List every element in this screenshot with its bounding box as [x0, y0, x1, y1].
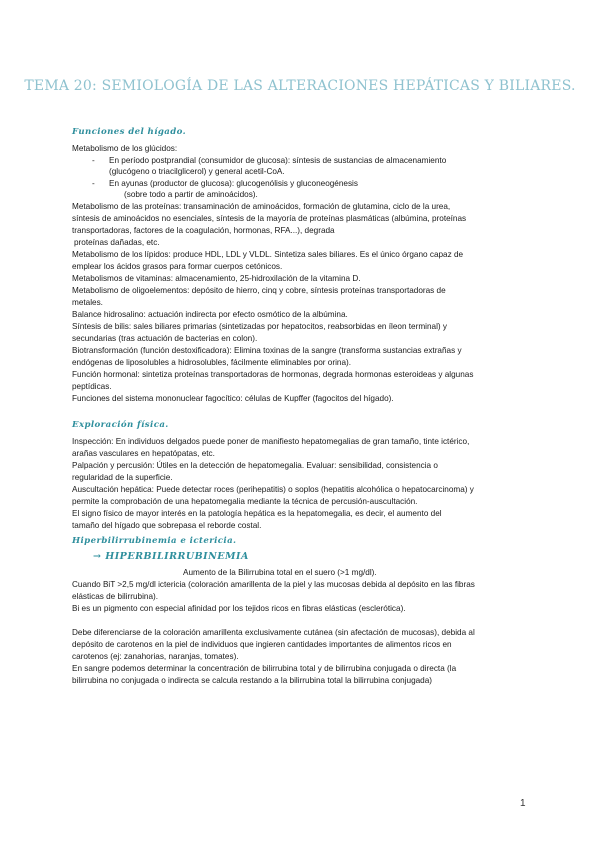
text-line: carotenos (ej: zanahorias, naranjas, tomates). [72, 652, 239, 661]
text-line: Aumento de la Bilirrubina total en el suero (>1 mg/dl). [183, 568, 377, 577]
text-line: permite la comprobación de una hepatomegalia mediante la técnica de percusión-auscultación. [72, 497, 418, 506]
text-line: elásticas de bilirrubina). [72, 592, 159, 601]
text-line: Metabolismo de las proteínas: transaminación de aminoácidos, formación de glutamina, ciclo de la urea, [72, 202, 451, 211]
text-line: Metabolismo de los lípidos: produce HDL, LDL y VLDL. Sintetiza sales biliares. Es el único órgano capaz de [72, 250, 464, 259]
text-line: depósito de carotenos en la piel de individuos que ingieren cantidades importantes de alimentos ricos en [72, 640, 452, 649]
text-line: (sobre todo a partir de aminoácidos). [124, 190, 258, 199]
section-heading-funciones: Funciones del hígado. [72, 127, 187, 137]
text-line: Metabolismo de oligoelementos: depósito de hierro, cinq y cobre, síntesis proteínas transportadoras de [72, 286, 446, 295]
text-line: Metabolismo de los glúcidos: [72, 144, 178, 153]
text-line: proteínas dañadas, etc. [74, 238, 160, 247]
text-line: En ayunas (productor de glucosa): glucogenólisis y gluconeogénesis [109, 179, 358, 188]
text-line: En sangre podemos determinar la concentración de bilirrubina total y de bilirrubina conjugada o directa (la [72, 664, 457, 673]
text-line: Debe diferenciarse de la coloración amarillenta exclusivamente cutánea (sin afectación de mucosas), debida al [72, 628, 475, 637]
text-line: peptídicas. [72, 382, 112, 391]
text-line: tamaño del hígado que sobrepasa el reborde costal. [72, 521, 262, 530]
text-line: endógenas de liposolubles a hidrosolubles, fácilmente eliminables por orina). [72, 358, 351, 367]
text-line: Inspección: En individuos delgados puede poner de manifiesto hepatomegalias de gran tamaño, tinte ictérico, [72, 437, 470, 446]
text-line: (glucógeno o triacilglicerol) y general acetil-CoA. [109, 167, 285, 176]
text-line: regularidad de la superficie. [72, 473, 173, 482]
text-line: El signo físico de mayor interés en la patología hepática es la hepatomegalia, es decir, el aumento del [72, 509, 442, 518]
text-line: Metabolismos de vitaminas: almacenamiento, 25-hidroxilación de la vitamina D. [72, 274, 361, 283]
text-line: Palpación y percusión: Útiles en la detección de hepatomegalia. Evaluar: sensibilidad, consistencia o [72, 461, 438, 470]
text-line: Cuando BiT >2,5 mg/dl ictericia (coloración amarillenta de la piel y las mucosas debida al depósito en las fibras [72, 580, 475, 589]
section-heading-exploracion: Exploración física. [72, 420, 169, 430]
text-line: Bi es un pigmento con especial afinidad por los tejidos ricos en fibras elásticas (esclerótica). [72, 604, 406, 613]
list-bullet: - [92, 179, 95, 188]
text-line: transportadoras, factores de la coagulación, hormonas, RFA...), degrada [72, 226, 335, 235]
subheading-hiperbilirrubinemia: → HIPERBILIRRUBINEMIA [93, 551, 249, 562]
section-heading-hiperbilirrubinemia: Hiperbilirrubinemia e ictericia. [72, 536, 237, 546]
page-number: 1 [520, 798, 526, 809]
text-line: metales. [72, 298, 103, 307]
text-line: Síntesis de bilis: sales biliares primarias (sintetizadas por hepatocitos, reabsorbidas en íleon terminal) y [72, 322, 447, 331]
text-line: bilirrubina no conjugada o indirecta se calcula restando a la bilirrubina total la bilirrubina conjugada) [72, 676, 433, 685]
list-bullet: - [92, 156, 95, 165]
text-line: Balance hidrosalino: actuación indirecta por efecto osmótico de la albúmina. [72, 310, 348, 319]
text-line: secundarias (tras actuación de bacterias en colon). [72, 334, 258, 343]
page-title: TEMA 20: SEMIOLOGÍA DE LAS ALTERACIONES HEPÁTICAS Y BILIARES. [24, 78, 576, 94]
text-line: Auscultación hepática: Puede detectar roces (perihepatitis) o soplos (hepatitis alcohólica o hepatocarcinoma) y [72, 485, 474, 494]
text-line: síntesis de aminoácidos no esenciales, síntesis de la mayoría de proteínas plasmáticas (albúmina, proteínas [72, 214, 467, 223]
text-line: emplear los ácidos grasos para formar cuerpos cetónicos. [72, 262, 283, 271]
text-line: arañas vasculares en hepatópatas, etc. [72, 449, 215, 458]
text-line: En período postprandial (consumidor de glucosa): síntesis de sustancias de almacenamiento [109, 156, 447, 165]
text-line: Biotransformación (función destoxificadora): Elimina toxinas de la sangre (transforma sustancias extrañas y [72, 346, 462, 355]
text-line: Función hormonal: sintetiza proteínas transportadoras de hormonas, degrada hormonas esteroideas y algunas [72, 370, 474, 379]
text-line: Funciones del sistema mononuclear fagocítico: células de Kupffer (fagocitos del hígado). [72, 394, 394, 403]
